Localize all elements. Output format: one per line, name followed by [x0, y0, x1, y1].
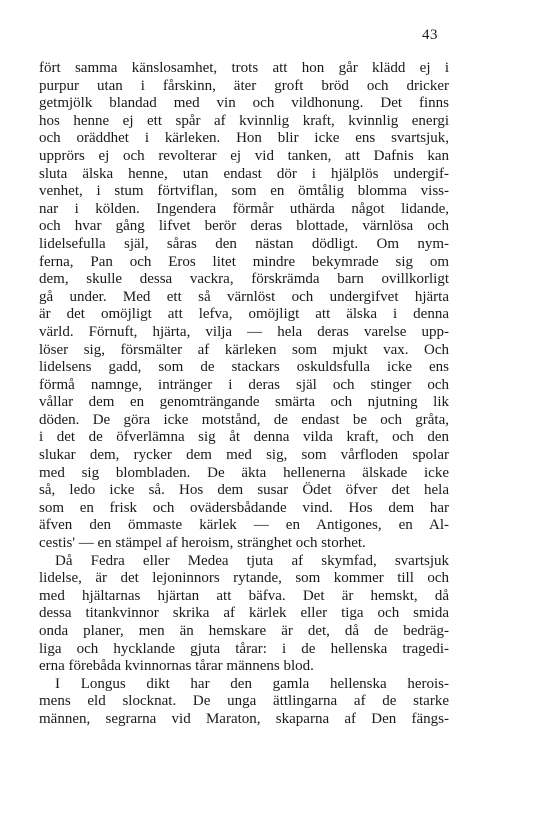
text-line: hos henne ej ett spår af kvinnlig kraft, kvinnlig energi: [39, 112, 449, 129]
page-number: 43: [422, 27, 438, 43]
text-line: och hvar gång lifvet berör deras blottade, värnlösa och: [39, 218, 449, 235]
text-line: mens eld slocknat. De unga ättlingarna af de starke: [39, 693, 449, 710]
text-line: äfven den ömmaste kärlek — en Antigones, en Al-: [39, 517, 449, 534]
text-line: upprörs ej och revolterar ej vid tanken, att Dafnis kan: [39, 147, 449, 164]
text-line: purpur utan i fårskinn, äter groft bröd och dricker: [39, 77, 449, 94]
text-line: i det de öfverlämna sig åt denna vilda kraft, och den: [39, 429, 449, 446]
text-line: löser sig, försmälter af kärleken som mjukt vax. Och: [39, 341, 449, 358]
text-line: och oräddhet i kärleken. Hon blir icke ens svartsjuk,: [39, 130, 449, 147]
body-text: [39, 60, 449, 729]
text-line: som en frisk och ovädersbådande vind. Hos dem har: [39, 499, 449, 516]
text-line: är det omöjligt att lefva, omöjligt att älska i denna: [39, 306, 449, 323]
text-line: getmjölk blandad med vin och vildhonung. Det finns: [39, 95, 449, 112]
text-line: männen, segrarna vid Maraton, skaparna af Den fängs-: [39, 710, 449, 727]
text-line: med sig blombladen. De äkta hellenerna älskade icke: [39, 464, 449, 481]
text-line: förmå namnge, intränger i deras själ och stinger och: [39, 376, 449, 393]
text-line: så, ledo icke så. Hos dem susar Ödet öfver det hela: [39, 482, 449, 499]
text-line: Då Fedra eller Medea tjuta af skymfad, svartsjuk: [55, 552, 449, 569]
text-line: lidelse, är det lejoninnors rytande, som kommer till och: [39, 570, 449, 587]
text-line: slukar dem, rycker dem med sig, som vårfloden spolar: [39, 447, 449, 464]
text-line: dessa titankvinnor skrika af kärlek eller tiga och smida: [39, 605, 449, 622]
text-line: cestis' — en stämpel af heroism, stränghet och storhet.: [39, 535, 366, 552]
text-line: onda planer, men än hemskare är det, då de bedräg-: [39, 623, 449, 639]
text-line: döden. De göra icke motstånd, de endast be och gråta,: [39, 411, 449, 428]
text-line: I Longus dikt har den gamla hellenska herois-: [55, 675, 449, 692]
text-line: vållar dem en genomträngande smärta och njutning lik: [39, 394, 449, 411]
text-line: sluta älska henne, utan endast dör i hjälplös undergif-: [39, 165, 449, 182]
text-line: lidelsens gadd, som de stackars oskuldsfulla icke ens: [39, 359, 449, 376]
text-line: venhet, i stum förtviflan, som en ömtålig blomma viss-: [39, 183, 449, 200]
text-line: lidelsefulla själ, såras den nästan dödligt. Om nym-: [39, 235, 449, 252]
text-line: ferna, Pan och Eros litet mindre bekymrade sig om: [39, 253, 449, 270]
text-line: dem, skulle dessa vackra, förskrämda barn ovillkorligt: [39, 271, 449, 288]
text-line: erna förebåda kvinnornas tårar männens blod.: [39, 658, 314, 675]
text-line: fört samma känslosamhet, trots att hon går klädd ej i: [39, 60, 449, 76]
text-line: nar i kölden. Ingendera förmår uthärda något lidande,: [39, 200, 449, 217]
text-line: liga och hycklande gjuta tårar: i de hellenska tragedi-: [39, 640, 449, 657]
text-line: med hjältarnas hjärtan att bäfva. Det är hemskt, då: [39, 587, 449, 604]
text-line: gå under. Med ett så värnlöst och undergifvet hjärta: [39, 288, 449, 305]
text-line: värld. Förnuft, hjärta, vilja — hela deras varelse upp-: [39, 323, 449, 340]
